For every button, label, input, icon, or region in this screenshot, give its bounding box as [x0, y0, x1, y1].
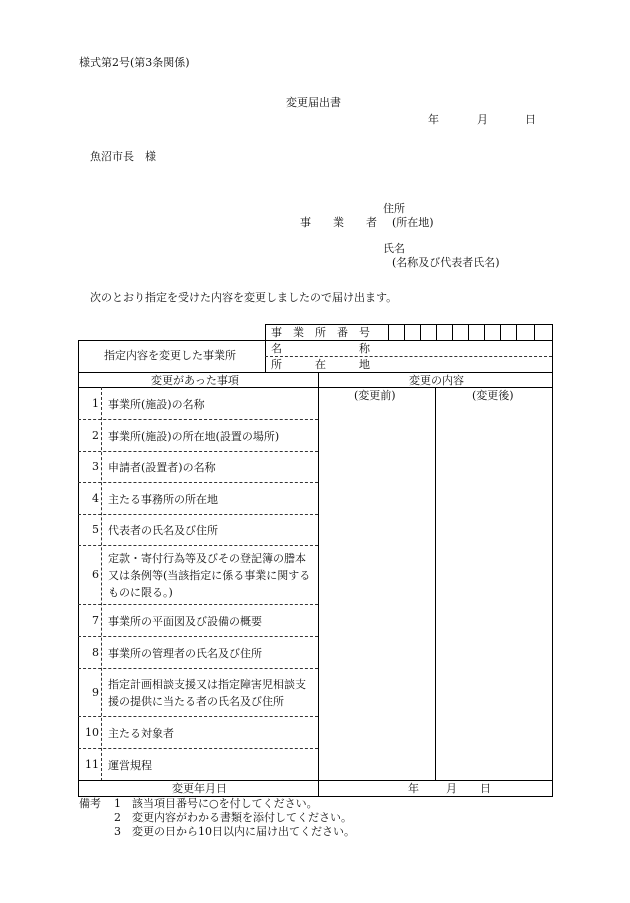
item-text: 定款・寄付行為等及びその登記簿の謄本又は条例等(当該指定に係る事業に関するものに限る。): [108, 552, 311, 600]
table-line: [78, 340, 553, 341]
table-line: [500, 324, 501, 340]
item-text: 事業所の平面図及び設備の概要: [108, 615, 262, 628]
table-line: [265, 324, 266, 372]
item-number: 2: [92, 429, 99, 442]
item-number: 5: [92, 523, 99, 536]
item-text: 主たる対象者: [108, 727, 174, 740]
notes-label: 備考: [79, 797, 101, 810]
table-line: [468, 324, 469, 340]
document-title: 変更届出書: [286, 96, 341, 109]
before-label: (変更前): [354, 389, 396, 402]
column-header-items: 変更があった事項: [151, 374, 239, 387]
note-item: 3 変更の日から10日以内に届け出てください。: [114, 825, 355, 838]
item-number: 1: [92, 397, 99, 410]
item-number: 9: [92, 686, 99, 699]
table-line: [404, 324, 405, 340]
name-label: 氏名: [383, 242, 405, 255]
item-text: 運営規程: [108, 759, 152, 772]
column-header-content: 変更の内容: [409, 374, 464, 387]
table-line: [78, 372, 553, 373]
table-dashed-line: [78, 604, 318, 605]
item-text: 主たる事務所の所在地: [108, 493, 218, 506]
note-item: 2 変更内容がわかる書類を添付してください。: [114, 811, 352, 824]
item-text: 代表者の氏名及び住所: [108, 524, 218, 537]
table-line: [318, 372, 319, 796]
table-dashed-line: [265, 356, 552, 357]
table-dashed-line: [78, 716, 318, 717]
table-line: [435, 387, 436, 781]
item-text: 申請者(設置者)の名称: [108, 461, 216, 474]
office-section-label: 指定内容を変更した事業所: [104, 349, 236, 362]
change-date-label: 変更年月日: [172, 782, 227, 795]
table-dashed-line: [78, 482, 318, 483]
table-line: [78, 387, 553, 388]
item-number: 10: [85, 726, 99, 739]
table-line: [452, 324, 453, 340]
location-label: (所在地): [392, 216, 434, 229]
item-number: 3: [92, 460, 99, 473]
item-number: 6: [92, 568, 99, 581]
item-text: 事業所(施設)の名称: [108, 398, 205, 411]
business-label: 事 業 者: [300, 216, 377, 229]
change-date-month: 月: [446, 782, 457, 795]
office-name-label: 名 称: [271, 342, 370, 355]
table-dashed-line: [101, 387, 102, 781]
date-month-label: 月: [477, 113, 488, 126]
intro-text: 次のとおり指定を受けた内容を変更しましたので届け出ます。: [90, 291, 398, 304]
table-dashed-line: [78, 748, 318, 749]
table-line: [388, 324, 389, 340]
table-line: [265, 324, 553, 325]
office-number-label: 事 業 所 番 号: [271, 326, 370, 339]
table-dashed-line: [78, 636, 318, 637]
item-number: 11: [85, 758, 99, 771]
table-line: [436, 324, 437, 340]
table-line: [484, 324, 485, 340]
table-dashed-line: [78, 451, 318, 452]
item-number: 7: [92, 614, 99, 627]
name-sub-label: (名称及び代表者氏名): [392, 256, 500, 269]
item-text: 事業所の管理者の氏名及び住所: [108, 647, 262, 660]
change-date-year: 年: [408, 782, 419, 795]
table-line: [552, 324, 553, 796]
table-dashed-line: [78, 545, 318, 546]
table-line: [516, 324, 517, 340]
item-text: 事業所(施設)の所在地(設置の場所): [108, 430, 280, 443]
table-line: [420, 324, 421, 340]
table-line: [78, 780, 553, 781]
note-item: 1 該当項目番号に○を付してください。: [114, 797, 318, 810]
office-location-label: 所 在 地: [271, 358, 370, 371]
addressee: 魚沼市長 様: [90, 150, 156, 163]
date-year-label: 年: [428, 113, 439, 126]
item-number: 4: [92, 492, 99, 505]
table-dashed-line: [78, 419, 318, 420]
item-number: 8: [92, 646, 99, 659]
date-day-label: 日: [525, 113, 536, 126]
change-date-day: 日: [480, 782, 491, 795]
table-line: [534, 324, 535, 340]
address-label: 住所: [383, 202, 405, 215]
form-number: 様式第2号(第3条関係): [79, 56, 190, 69]
after-label: (変更後): [472, 389, 514, 402]
item-text: 指定計画相談支援又は指定障害児相談支援の提供に当たる者の氏名及び住所: [108, 678, 306, 709]
table-dashed-line: [78, 514, 318, 515]
table-dashed-line: [78, 668, 318, 669]
